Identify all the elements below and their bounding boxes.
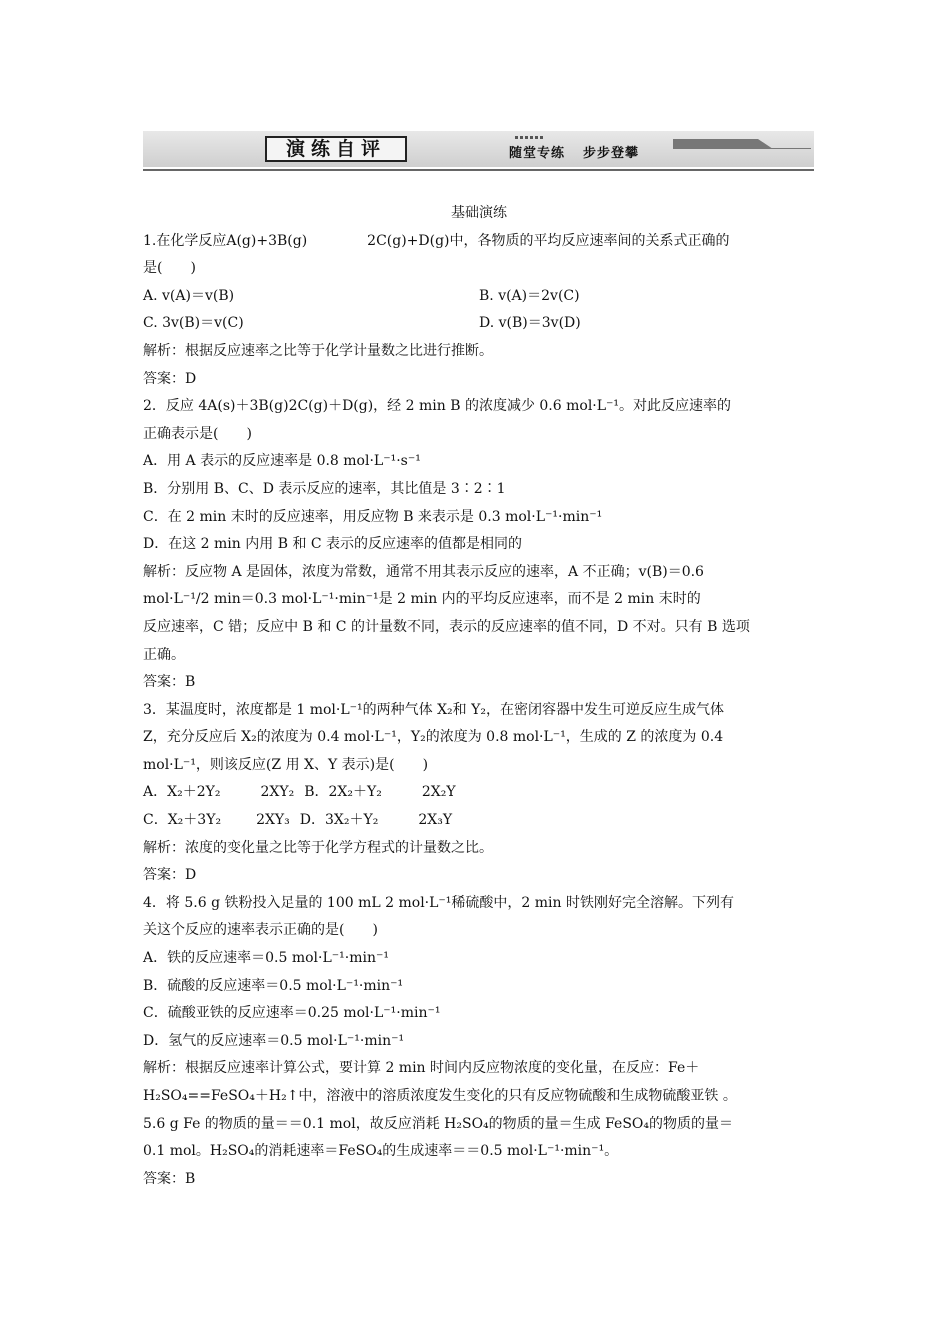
section-banner: [143, 131, 814, 171]
q2-answer: 答案：B: [143, 674, 196, 691]
q4-option-b: B．硫酸的反应速率＝0.5 mol·L⁻¹·min⁻¹: [143, 977, 404, 994]
q3-answer: 答案：D: [143, 867, 197, 884]
q4-option-a: A．铁的反应速率＝0.5 mol·L⁻¹·min⁻¹: [143, 950, 389, 967]
document-body: [143, 200, 815, 1193]
q4-analysis-line3: 5.6 g Fe 的物质的量＝＝0.1 mol，故反应消耗 H₂SO₄的物质的量＝生成 FeSO₄的物质的量＝: [143, 1115, 734, 1132]
banner-rule: [763, 148, 811, 149]
q3-stem-line1: 3．某温度时，浓度都是 1 mol·L⁻¹的两种气体 X₂和 Y₂，在密闭容器中发生可逆反应生成气体: [143, 701, 724, 718]
q3-option-c-left: C．X₂＋3Y₂: [143, 812, 222, 829]
q1-stem-part2: 2C(g)+D(g)中，各物质的平均反应速率间的关系式正确的: [367, 232, 730, 249]
q1-stem: [143, 228, 815, 256]
q4-analysis-line1: 解析：根据反应速率计算公式，要计算 2 min 时间内反应物浓度的变化量，在反应：Fe＋: [143, 1060, 700, 1077]
q3-option-c-right: 2XY₃: [256, 812, 290, 829]
q3-stem-line3: mol·L⁻¹，则该反应(Z 用 X、Y 表示)是( ): [143, 756, 429, 773]
q3-option-d-right: 2X₃Y: [418, 812, 453, 829]
q1-options-row1: [143, 283, 815, 311]
q3-option-a-right: 2XY₂: [260, 784, 295, 801]
q3-option-a-left: A．X₂＋2Y₂: [143, 784, 221, 801]
q1-options-row2: [143, 310, 815, 338]
q1-stem-cont: 是( ): [143, 260, 196, 277]
q4-answer: 答案：B: [143, 1170, 196, 1187]
q3-options-row1: [143, 779, 815, 807]
q1-option-a: A. v(A)＝v(B): [143, 287, 235, 304]
q2-option-c: C．在 2 min 末时的反应速率，用反应物 B 来表示是 0.3 mol·L⁻¹·min⁻¹: [143, 508, 603, 525]
q1-option-c: C. 3v(B)＝v(C): [143, 315, 244, 332]
q2-analysis-line2: mol·L⁻¹/2 min＝0.3 mol·L⁻¹·min⁻¹是 2 min 内的平均反应速率，而不是 2 min 末时的: [143, 591, 701, 608]
q3-option-b-right: 2X₂Y: [421, 784, 456, 801]
q4-option-d: D．氢气的反应速率＝0.5 mol·L⁻¹·min⁻¹: [143, 1032, 405, 1049]
q2-analysis-line3: 反应速率，C 错；反应中 B 和 C 的计量数不同，表示的反应速率的值不同，D 不对。只有 B 选项: [143, 618, 750, 635]
q2-stem-line2: 正确表示是( ): [143, 425, 252, 442]
q1-analysis: 解析：根据反应速率之比等于化学计量数之比进行推断。: [143, 342, 493, 359]
q4-stem-line2: 关这个反应的速率表示正确的是( ): [143, 922, 378, 939]
q2-stem-line1: 2．反应 4A(s)＋3B(g)2C(g)＋D(g)，经 2 min B 的浓度减少 0.6 mol·L⁻¹。对此反应速率的: [143, 398, 732, 415]
q3-option-b-left: B．2X₂＋Y₂: [304, 784, 382, 801]
q3-analysis: 解析：浓度的变化量之比等于化学方程式的计量数之比。: [143, 839, 493, 856]
banner-dots: [515, 136, 545, 139]
banner-subtitle: [509, 142, 657, 161]
q1-stem-part1: 1.在化学反应A(g)+3B(g): [143, 232, 308, 249]
q3-options-row2: [143, 807, 815, 835]
banner-background: [143, 131, 814, 167]
section-title: 基础演练: [451, 205, 507, 221]
q2-option-b: B．分别用 B、C、D 表示反应的速率，其比值是 3∶2∶1: [143, 480, 506, 497]
q4-analysis-line2: H₂SO₄==FeSO₄＋H₂↑中，溶液中的溶质浓度发生变化的只有反应物硫酸和生成物硫酸亚铁 。: [143, 1088, 737, 1104]
banner-title-box: 演练自评: [265, 136, 407, 162]
banner-underline: [143, 169, 814, 171]
q1-option-d: D. v(B)＝3v(D): [479, 315, 581, 332]
q4-option-c: C．硫酸亚铁的反应速率＝0.25 mol·L⁻¹·min⁻¹: [143, 1005, 441, 1022]
q2-option-a: A．用 A 表示的反应速率是 0.8 mol·L⁻¹·s⁻¹: [143, 453, 421, 470]
q4-stem-line1: 4．将 5.6 g 铁粉投入足量的 100 mL 2 mol·L⁻¹稀硫酸中，2 min 时铁刚好完全溶解。下列有: [143, 894, 734, 911]
q4-analysis-line4: 0.1 mol。H₂SO₄的消耗速率＝FeSO₄的生成速率＝＝0.5 mol·L⁻¹·min⁻¹。: [143, 1143, 619, 1160]
banner-decoration: [673, 139, 773, 149]
q1-answer: 答案：D: [143, 370, 197, 387]
q2-analysis-line4: 正确。: [143, 646, 185, 663]
q3-stem-line2: Z，充分反应后 X₂的浓度为 0.4 mol·L⁻¹，Y₂的浓度为 0.8 mol·L⁻¹，生成的 Z 的浓度为 0.4: [143, 729, 724, 746]
banner-subtitle-1: 随堂专练: [509, 146, 566, 161]
q3-option-d-left: D．3X₂＋Y₂: [299, 812, 379, 829]
q1-option-b: B. v(A)＝2v(C): [479, 287, 580, 304]
banner-subtitle-2: 步步登攀: [583, 146, 640, 161]
q2-option-d: D．在这 2 min 内用 B 和 C 表示的反应速率的值都是相同的: [143, 536, 523, 553]
q2-analysis-line1: 解析：反应物 A 是固体，浓度为常数，通常不用其表示反应的速率，A 不正确；v(B)＝0.6: [143, 563, 704, 580]
